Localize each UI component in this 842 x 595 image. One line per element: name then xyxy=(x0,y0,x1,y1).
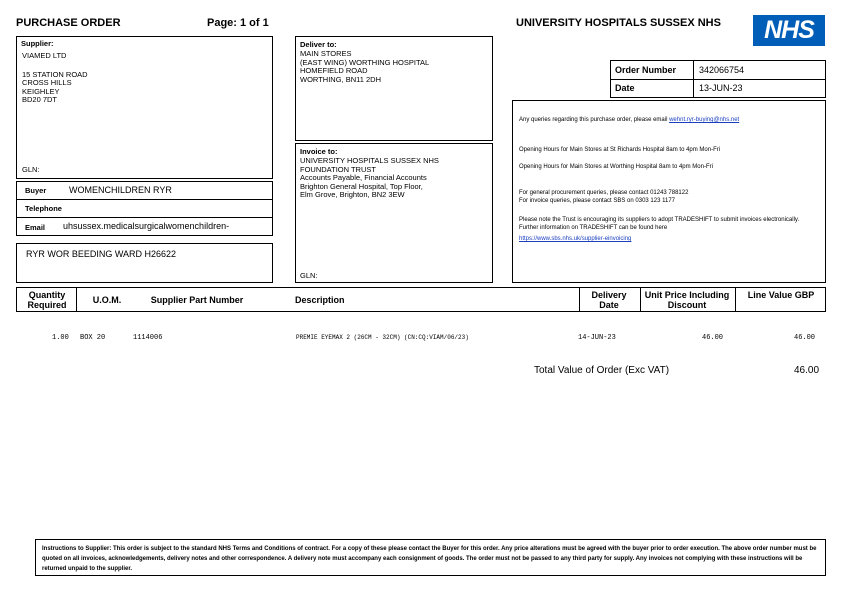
buyer-box xyxy=(16,181,273,236)
invoice-queries-notice: For invoice queries, please contact SBS on 0303 123 1177 xyxy=(519,198,675,204)
email-value: uhsussex.medicalsurgicalwomenchildren- xyxy=(63,221,230,231)
queries-text: Any queries regarding this purchase order, please email xyxy=(519,117,668,123)
organisation-name: UNIVERSITY HOSPITALS SUSSEX NHS xyxy=(516,17,721,29)
invoice-line: Elm Grove, Brighton, BN2 3EW xyxy=(300,190,405,199)
deliver-line: (EAST WING) WORTHING HOSPITAL xyxy=(300,57,430,67)
line-value-header: Line Value GBP xyxy=(747,290,815,300)
row-delivery-date: 14-JUN-23 xyxy=(578,334,616,342)
instructions-box xyxy=(35,539,826,576)
invoice-line: UNIVERSITY HOSPITALS SUSSEX NHS xyxy=(300,156,439,165)
invoice-line: FOUNDATION TRUST xyxy=(300,164,376,174)
row-unit-price: 46.00 xyxy=(702,334,724,342)
order-number-label: Order Number xyxy=(615,65,677,75)
supplier-line: BD20 7DT xyxy=(22,95,58,104)
order-number-value: 342066754 xyxy=(699,65,745,75)
delivery-date-header: Delivery Date xyxy=(591,290,627,310)
invoice-to-address xyxy=(300,157,439,200)
buyer-value: WOMENCHILDREN RYR xyxy=(69,185,172,195)
row-line-value: 46.00 xyxy=(794,334,816,342)
table-row xyxy=(16,330,826,344)
tradeshift-notice: Please note the Trust is encouraging its suppliers to adopt TRADESHIFT to submit invoices electronically. Further information on TRADESHIFT can be found here xyxy=(519,217,800,231)
invoice-to-label: Invoice to: xyxy=(300,147,338,156)
invoice-line: Accounts Payable, Financial Accounts xyxy=(300,173,427,182)
row-part-number: 1114006 xyxy=(133,334,163,342)
row-description: PREMIE EYEMAX 2 (26CM - 32CM) (CN:CQ:VIAM/06/23) xyxy=(296,334,469,341)
hours-richards: Opening Hours for Main Stores at St Richards Hospital 8am to 4pm Mon-Fri xyxy=(519,147,721,153)
row-uom: BOX 20 xyxy=(80,334,106,342)
ward-box xyxy=(16,243,273,283)
supplier-line: 15 STATION ROAD xyxy=(22,69,88,79)
qty-header: Quantity Required xyxy=(27,290,67,310)
unit-price-header: Unit Price Including Discount xyxy=(644,290,730,310)
supplier-line: CROSS HILLS xyxy=(22,78,72,87)
invoice-to-box xyxy=(295,143,493,283)
supplier-label: Supplier: xyxy=(21,39,54,48)
deliver-to-label: Deliver to: xyxy=(300,40,337,49)
row-qty: 1.00 xyxy=(52,334,69,342)
tradeshift-link[interactable]: https://www.sbs.nhs.uk/supplier-einvoicing xyxy=(519,236,632,242)
order-info-box xyxy=(610,60,826,98)
supplier-line: VIAMED LTD xyxy=(22,51,67,60)
page-indicator: Page: 1 of 1 xyxy=(207,17,269,29)
supplier-line xyxy=(22,61,88,71)
ward-value: RYR WOR BEEDING WARD H26622 xyxy=(26,249,177,259)
description-header: Description xyxy=(295,295,345,305)
document-title: PURCHASE ORDER xyxy=(16,17,121,29)
queries-email-link[interactable]: wehnt.ryr-buying@nhs.net xyxy=(669,117,740,123)
email-label: Email xyxy=(25,223,46,232)
uom-header: U.O.M. xyxy=(92,295,122,305)
buyer-label: Buyer xyxy=(25,186,47,195)
queries-notice xyxy=(519,117,819,125)
deliver-line: HOMEFIELD ROAD xyxy=(300,66,368,75)
supplier-address xyxy=(22,52,88,105)
telephone-label: Telephone xyxy=(25,204,62,213)
order-date-value: 13-JUN-23 xyxy=(699,83,743,93)
procurement-notice: For general procurement queries, please contact 01243 788122 xyxy=(519,190,689,196)
invoice-line: Brighton General Hospital, Top Floor, xyxy=(300,181,423,191)
supplier-gln-label: GLN: xyxy=(22,165,40,174)
total-value: 46.00 xyxy=(794,365,820,376)
part-header: Supplier Part Number xyxy=(150,295,244,305)
deliver-line: MAIN STORES xyxy=(300,49,352,58)
invoice-gln-label: GLN: xyxy=(300,271,318,280)
deliver-to-address xyxy=(300,50,429,84)
hours-worthing: Opening Hours for Main Stores at Worthing Hospital 8am to 4pm Mon-Fri xyxy=(519,164,713,170)
notices-box xyxy=(512,100,826,283)
total-label: Total Value of Order (Exc VAT) xyxy=(534,365,670,376)
supplier-box xyxy=(16,36,273,179)
deliver-line: WORTHING, BN11 2DH xyxy=(300,74,381,84)
instructions-text: Instructions to Supplier: This order is subject to the standard NHS Terms and Conditions of contract. For a copy of these please contact the Buyer for this order. Any price alterations must be agreed with the buyer prior to order execution. The above order number must be quoted on all invoices, acknowledgements, delivery notes and other correspondence. A delivery note must accompany each consignment of goods. The order must not be passed to any third party for supply. Any invoices not complying with these instructions will be returned unpaid to the supplier. xyxy=(42,546,817,572)
nhs-logo: NHS xyxy=(753,15,825,46)
order-date-label: Date xyxy=(615,83,635,93)
supplier-line: KEIGHLEY xyxy=(22,86,60,96)
deliver-to-box xyxy=(295,36,493,141)
line-items-header xyxy=(16,287,826,312)
